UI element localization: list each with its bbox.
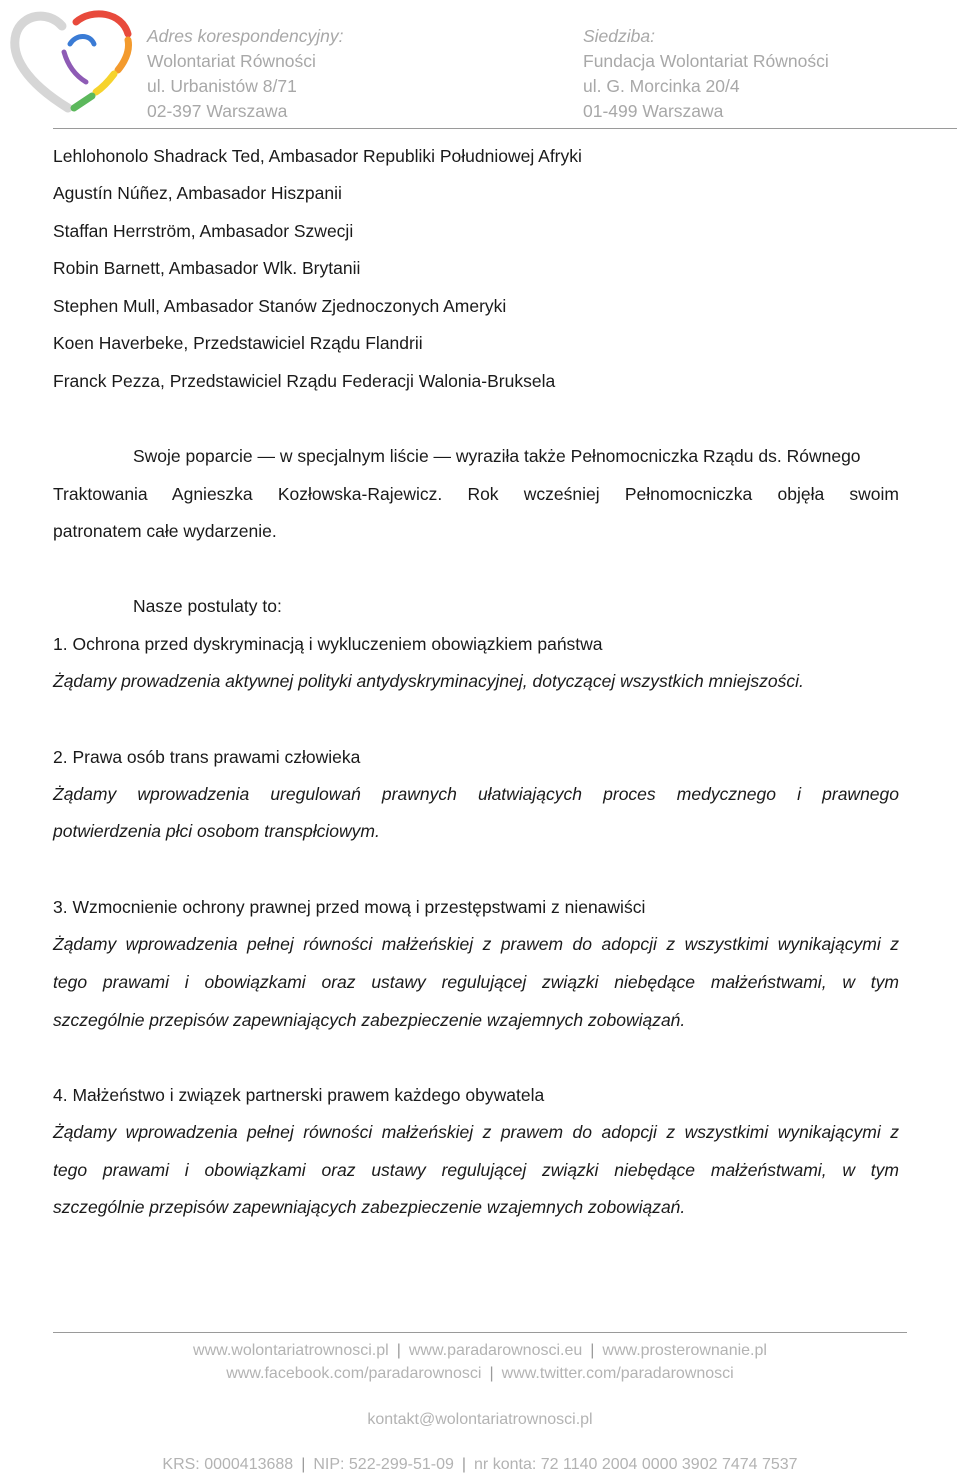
- postulate-text: Żądamy wprowadzenia pełnej równości małżeńskiej z prawem do adopcji z wszystkimi wynikającymi z: [53, 934, 899, 954]
- footer-link[interactable]: www.twitter.com/paradarownosci: [501, 1365, 734, 1382]
- signatory-line: Lehlohonolo Shadrack Ted, Ambasador Republiki Południowej Afryki: [53, 146, 582, 166]
- footer-link[interactable]: www.paradarownosci.eu: [408, 1342, 583, 1359]
- postulate-text: Żądamy wprowadzenia uregulowań prawnych ułatwiających proces medycznego i prawnego: [53, 784, 899, 804]
- support-paragraph-line: Traktowania Agnieszka Kozłowska-Rajewicz. Rok wcześniej Pełnomocniczka objęła swoim: [53, 484, 899, 504]
- footer-email[interactable]: kontakt@wolontariatrownosci.pl: [367, 1411, 593, 1428]
- headquarters-heading: Siedziba:: [583, 26, 655, 46]
- headquarters-org: Fundacja Wolontariat Równości: [583, 51, 829, 71]
- signatory-line: Robin Barnett, Ambasador Wlk. Brytanii: [53, 258, 361, 278]
- headquarters-address: [583, 24, 829, 124]
- headquarters-city: 01-499 Warszawa: [583, 101, 724, 121]
- header-divider: [53, 128, 957, 129]
- correspondence-heading: Adres korespondencyjny:: [147, 26, 344, 46]
- postulate-text: Żądamy wprowadzenia pełnej równości małżeńskiej z prawem do adopcji z wszystkimi wynikającymi z: [53, 1122, 899, 1142]
- postulates-intro: Nasze postulaty to:: [133, 596, 282, 616]
- footer-link[interactable]: www.wolontariatrownosci.pl: [193, 1342, 389, 1359]
- footer-separator: |: [461, 1456, 467, 1473]
- postulate-title: 4. Małżeństwo i związek partnerski prawem każdego obywatela: [53, 1085, 545, 1105]
- registry-krs: KRS: 0000413688: [162, 1456, 294, 1473]
- signatory-line: Agustín Núñez, Ambasador Hiszpanii: [53, 183, 342, 203]
- footer-social-row: [0, 1364, 960, 1384]
- postulate-title: 2. Prawa osób trans prawami człowieka: [53, 747, 361, 767]
- correspondence-org: Wolontariat Równości: [147, 51, 316, 71]
- postulate-text: tego prawami i obowiązkami oraz ustawy regulującej związki niebędące małżeństwami, w tym: [53, 1160, 899, 1180]
- postulate-text: tego prawami i obowiązkami oraz ustawy regulującej związki niebędące małżeństwami, w tym: [53, 972, 899, 992]
- postulate-text: szczególnie przepisów zapewniających zabezpieczenie wzajemnych zobowiązań.: [53, 1197, 686, 1217]
- postulate-text: Żądamy prowadzenia aktywnej polityki antydyskryminacyjnej, dotyczącej wszystkich mniejszości.: [53, 671, 804, 691]
- signatory-line: Koen Haverbeke, Przedstawiciel Rządu Flandrii: [53, 333, 423, 353]
- registry-nip: NIP: 522-299-51-09: [313, 1456, 454, 1473]
- postulate-title: 3. Wzmocnienie ochrony prawnej przed mową i przestępstwami z nienawiści: [53, 897, 646, 917]
- footer-separator: |: [396, 1342, 401, 1359]
- correspondence-address: [147, 24, 344, 124]
- footer-divider: [53, 1332, 907, 1333]
- footer-link[interactable]: www.facebook.com/paradarownosci: [226, 1365, 482, 1382]
- footer-registry-row: [0, 1455, 960, 1475]
- footer-links-row: [0, 1341, 960, 1361]
- footer-separator: |: [489, 1365, 494, 1382]
- correspondence-street: ul. Urbanistów 8/71: [147, 76, 297, 96]
- headquarters-street: ul. G. Morcinka 20/4: [583, 76, 740, 96]
- support-paragraph-line: Swoje poparcie — w specjalnym liście — wyraziła także Pełnomocniczka Rządu ds. Równego: [133, 446, 861, 466]
- correspondence-city: 02-397 Warszawa: [147, 101, 288, 121]
- footer-link[interactable]: www.prosterownanie.pl: [602, 1342, 767, 1359]
- postulate-text: szczególnie przepisów zapewniających zabezpieczenie wzajemnych zobowiązań.: [53, 1010, 686, 1030]
- postulate-text: potwierdzenia płci osobom transpłciowym.: [53, 821, 380, 841]
- signatory-line: Staffan Herrström, Ambasador Szwecji: [53, 221, 354, 241]
- footer-separator: |: [301, 1456, 306, 1473]
- registry-account: nr konta: 72 1140 2004 0000 3902 7474 7537: [474, 1456, 798, 1473]
- footer-separator: |: [590, 1342, 595, 1359]
- postulate-title: 1. Ochrona przed dyskryminacją i wykluczeniem obowiązkiem państwa: [53, 634, 603, 654]
- signatory-line: Stephen Mull, Ambasador Stanów Zjednoczonych Ameryki: [53, 296, 507, 316]
- heart-logo-icon: [6, 4, 136, 116]
- support-paragraph-line: patronatem całe wydarzenie.: [53, 521, 277, 541]
- signatory-line: Franck Pezza, Przedstawiciel Rządu Federacji Walonia-Bruksela: [53, 371, 556, 391]
